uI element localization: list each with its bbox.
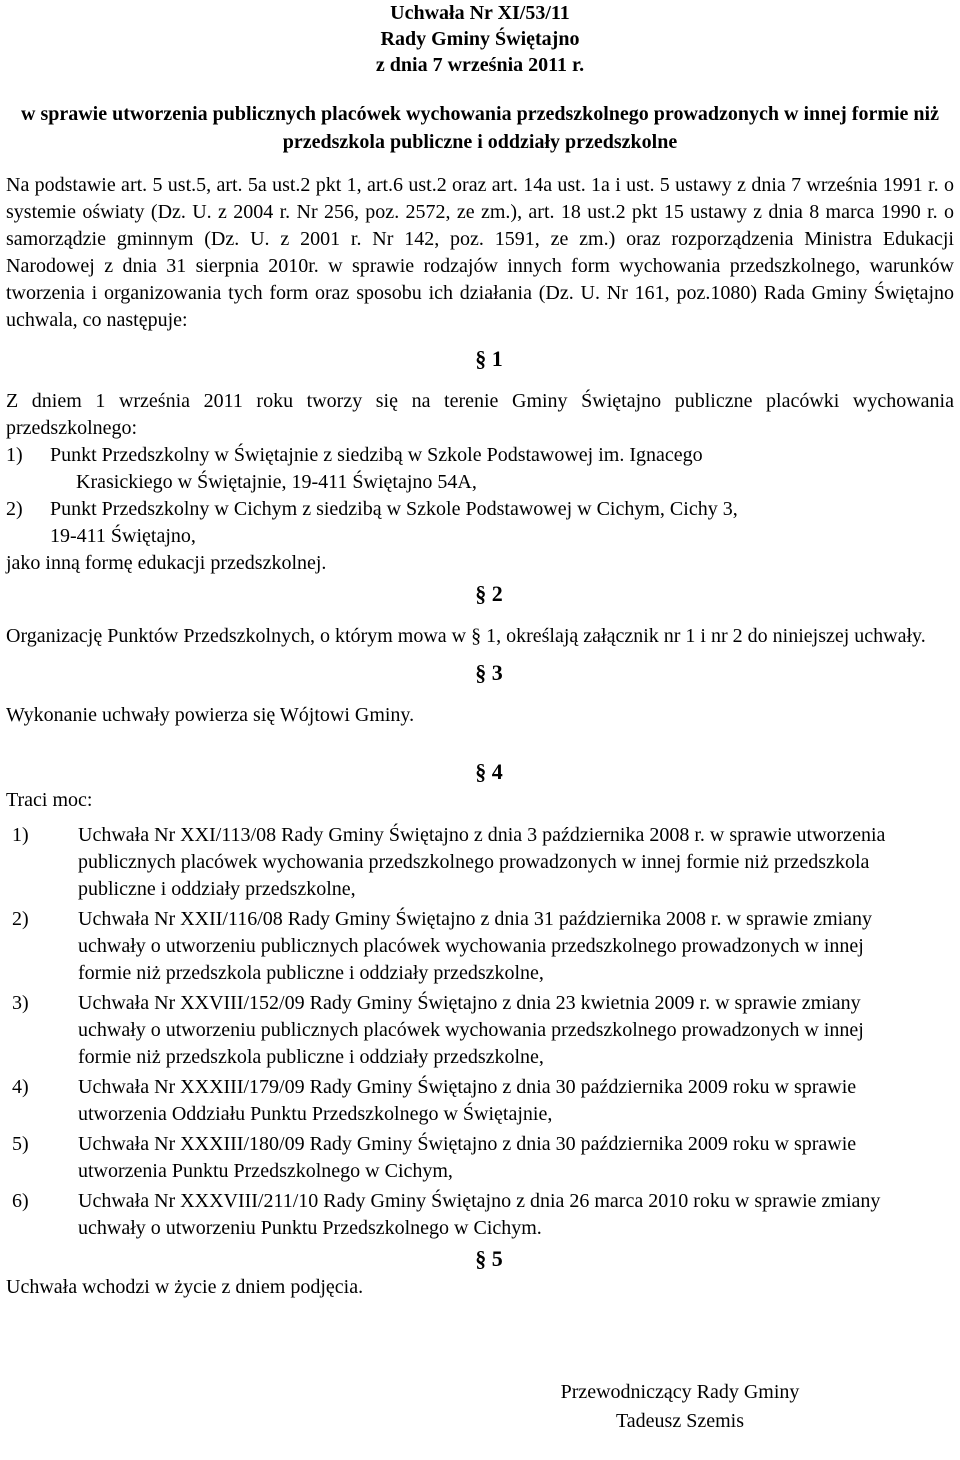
list-item <box>6 442 954 469</box>
list-item-text: Punkt Przedszkolny w Świętajnie z siedzibą w Szkole Podstawowej im. Ignacego <box>50 444 703 466</box>
document-header <box>6 0 954 78</box>
list-item-continuation <box>6 469 954 496</box>
list-item-number: 2) <box>6 498 23 520</box>
list-item-text: Uchwała Nr XXXIII/179/09 Rady Gminy Świętajno z dnia 30 października 2009 roku w sprawie utworzenia Oddziału Punktu Przedszkolnego w Świętajnie, <box>78 1076 857 1125</box>
section-1-outro: jako inną formę edukacji przedszkolnej. <box>6 552 327 574</box>
list-item-text: Uchwała Nr XXXVIII/211/10 Rady Gminy Świętajno z dnia 26 marca 2010 roku w sprawie zmiany uchwały o utworzeniu Punktu Przedszkolnego w Cichym. <box>78 1190 881 1239</box>
signature-name: Tadeusz Szemis <box>615 1410 744 1432</box>
resolution-subject: w sprawie utworzenia publicznych placówek wychowania przedszkolnego prowadzonych w innej formie niż przedszkola publiczne i oddziały przedszkolne <box>21 103 939 153</box>
list-item-number: 1) <box>6 444 23 466</box>
section-2-text: Organizację Punktów Przedszkolnych, o którym mowa w § 1, określają załącznik nr 1 i nr 2 do niniejszej uchwały. <box>6 625 926 647</box>
section-heading-1: § 1 <box>475 346 503 371</box>
section-1-intro: Z dniem 1 września 2011 roku tworzy się na terenie Gminy Świętajno publiczne placówki wychowania przedszkolnego: <box>6 390 954 439</box>
list-item-number: 5) <box>12 1133 29 1155</box>
section-heading-4: § 4 <box>475 759 503 784</box>
list-item-text: Uchwała Nr XXXIII/180/09 Rady Gminy Świętajno z dnia 30 października 2009 roku w sprawie utworzenia Punktu Przedszkolnego w Cichym, <box>78 1133 857 1182</box>
list-item-number: 2) <box>12 908 29 930</box>
list-item <box>6 906 954 987</box>
list-item-number: 6) <box>12 1190 29 1212</box>
list-item <box>6 990 954 1071</box>
resolution-date: z dnia 7 września 2011 r. <box>375 54 585 76</box>
list-item <box>6 496 954 523</box>
section-4-list <box>6 822 954 1242</box>
signature-block <box>500 1378 860 1436</box>
section-heading-3: § 3 <box>475 660 503 685</box>
issuing-body: Rady Gminy Świętajno <box>380 28 580 50</box>
list-item-text: Uchwała Nr XXII/116/08 Rady Gminy Świętajno z dnia 31 października 2008 r. w sprawie zmiany uchwały o utworzeniu publicznych placówek wychowania przedszkolnego prowadzonych w innej formie niż przedszkola publiczne i oddziały przedszkolne, <box>78 908 873 984</box>
list-item <box>6 822 954 903</box>
list-item <box>6 1074 954 1128</box>
list-item-text: Uchwała Nr XXVIII/152/09 Rady Gminy Świętajno z dnia 23 kwietnia 2009 r. w sprawie zmiany uchwały o utworzeniu publicznych placówek wychowania przedszkolnego prowadzonych w innej formie niż przedszkola publiczne i oddziały przedszkolne, <box>78 992 864 1068</box>
list-item-text: Krasickiego w Świętajnie, 19-411 Świętajno 54A, <box>76 471 477 493</box>
list-item-number: 3) <box>12 992 29 1014</box>
legal-basis-paragraph: Na podstawie art. 5 ust.5, art. 5a ust.2 pkt 1, art.6 ust.2 oraz art. 14a ust. 1a i ust. 5 ustawy z dnia 7 września 1991 r. o systemie oświaty (Dz. U. z 2004 r. Nr 256, poz. 2572, ze zm.), art. 18 ust.2 pkt 15 ustawy z dnia 8 marca 1990 r. o samorządzie gminnym (Dz. U. z 2001 r. Nr 142, poz. 1591, ze zm.) oraz rozporządzenia Ministra Edukacji Narodowej z dnia 31 sierpnia 2010r. w sprawie rodzajów innych form wychowania przedszkolnego, warunków tworzenia i organizowania tych form oraz sposobu ich działania (Dz. U. Nr 161, poz.1080) Rada Gminy Świętajno uchwala, co następuje: <box>6 174 954 331</box>
list-item-continuation <box>6 523 954 550</box>
section-1-list <box>6 442 954 550</box>
section-3-text: Wykonanie uchwały powierza się Wójtowi Gminy. <box>6 704 415 726</box>
list-item-text: Uchwała Nr XXI/113/08 Rady Gminy Świętajno z dnia 3 października 2008 r. w sprawie utworzenia publicznych placówek wychowania przedszkolnego prowadzonych w innej formie niż przedszkola publiczne i oddziały przedszkolne, <box>78 824 886 900</box>
section-heading-2: § 2 <box>475 581 503 606</box>
section-heading-5: § 5 <box>475 1246 503 1271</box>
list-item-number: 1) <box>12 824 29 846</box>
section-5-text: Uchwała wchodzi w życie z dniem podjęcia. <box>6 1276 364 1298</box>
list-item-text: 19-411 Świętajno, <box>50 525 196 547</box>
list-item-number: 4) <box>12 1076 29 1098</box>
resolution-number: Uchwała Nr XI/53/11 <box>390 2 570 24</box>
signature-role: Przewodniczący Rady Gminy <box>560 1381 800 1403</box>
list-item-text: Punkt Przedszkolny w Cichym z siedzibą w Szkole Podstawowej w Cichym, Cichy 3, <box>50 498 738 520</box>
list-item <box>6 1188 954 1242</box>
section-4-intro: Traci moc: <box>6 789 93 811</box>
list-item <box>6 1131 954 1185</box>
